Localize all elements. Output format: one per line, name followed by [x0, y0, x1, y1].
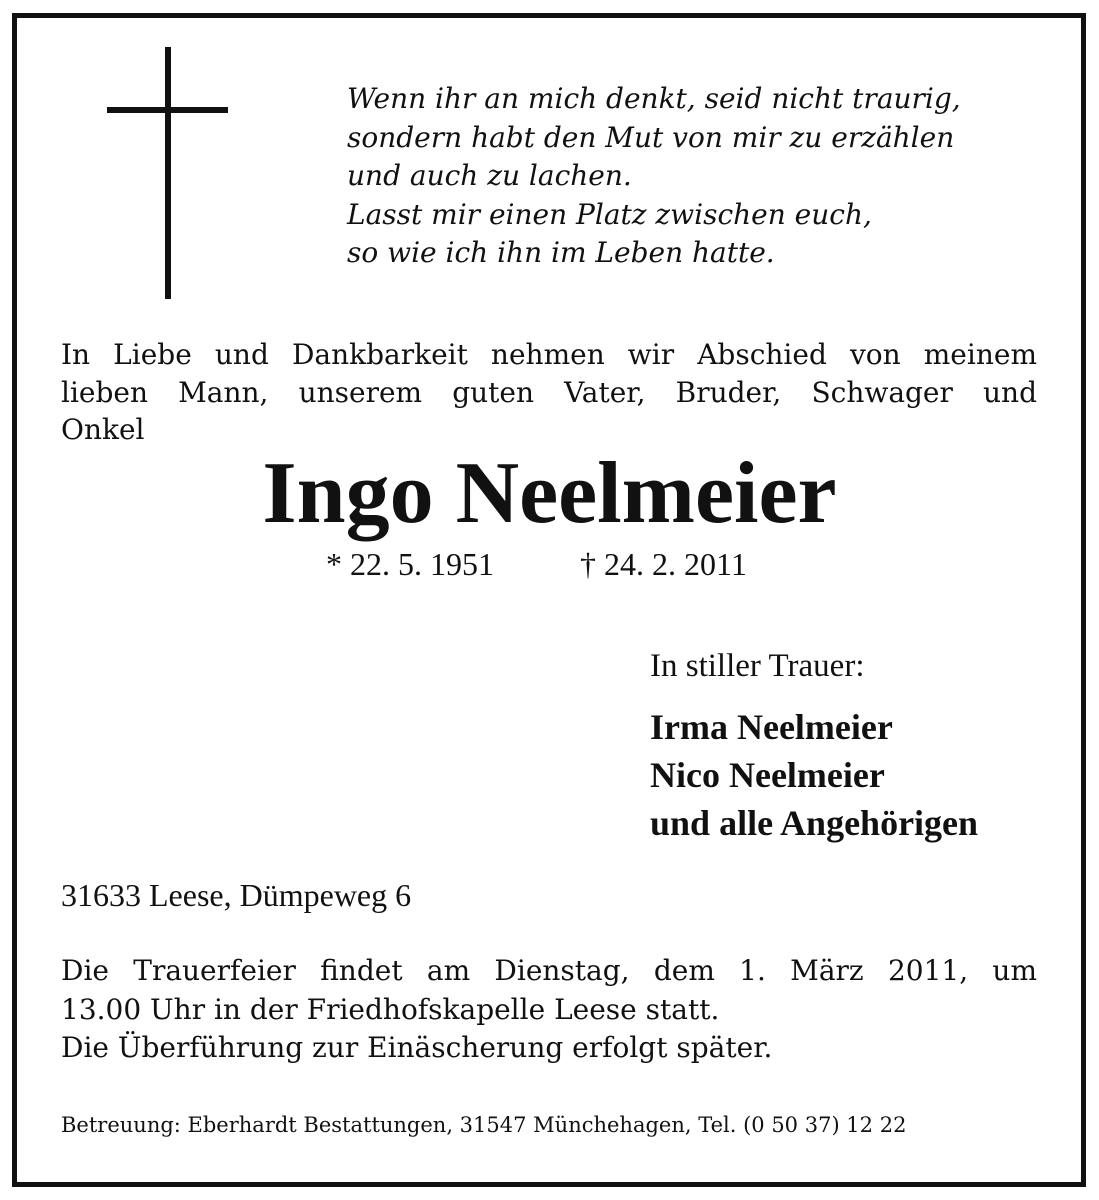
ceremony-line: Die Überführung zur Einäscherung erfolgt später. [61, 1031, 773, 1064]
family-address: 31633 Leese, Dümpeweg 6 [61, 877, 412, 913]
mourners-heading: In stiller Trauer: [650, 648, 865, 684]
mourner-name: Nico Neelmeier [650, 755, 885, 795]
intro-line: In Liebe und Dankbarkeit nehmen wir Abschied von meinem [61, 338, 1037, 371]
ceremony-line: Die Trauerfeier findet am Dienstag, dem 1. März 2011, um [61, 954, 1037, 987]
life-dates [326, 544, 747, 584]
undertaker-footer: Betreuung: Eberhardt Bestattungen, 31547 Münchehagen, Tel. (0 50 37) 12 22 [61, 1113, 907, 1137]
poem [347, 80, 1067, 273]
poem-line: und auch zu lachen. [347, 159, 632, 192]
mourner-name: und alle Angehörigen [650, 803, 979, 843]
mourners-list [650, 703, 978, 847]
intro-text [61, 336, 1037, 449]
intro-line: Onkel [61, 413, 145, 446]
intro-line: lieben Mann, unserem guten Vater, Bruder, Schwager und [61, 375, 1037, 409]
poem-line: so wie ich ihn im Leben hatte. [347, 236, 775, 269]
poem-line: Lasst mir einen Platz zwischen euch, [347, 197, 872, 231]
ceremony-info [61, 952, 1037, 1068]
cross-horizontal-bar [107, 107, 228, 113]
cross-vertical-bar [165, 47, 171, 299]
poem-line: sondern habt den Mut von mir zu erzählen [347, 120, 955, 154]
ceremony-line: 13.00 Uhr in der Friedhofskapelle Leese statt. [61, 992, 720, 1026]
deceased-name: Ingo Neelmeier [262, 445, 837, 542]
mourner-name: Irma Neelmeier [650, 707, 893, 747]
birth-date: * 22. 5. 1951 [326, 546, 494, 582]
poem-line: Wenn ihr an mich denkt, seid nicht traurig, [347, 82, 961, 115]
death-date: † 24. 2. 2011 [580, 546, 747, 582]
